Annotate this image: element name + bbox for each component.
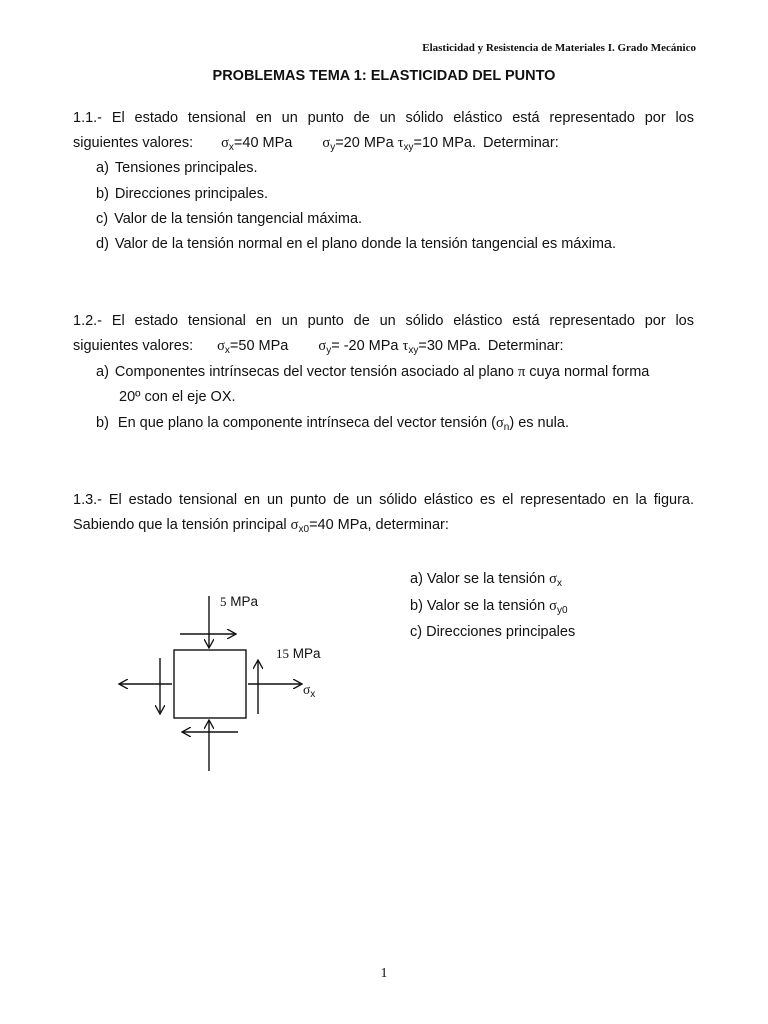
sigma-sub-x0: x0 (298, 524, 310, 535)
problem-1-3-item-c: c) Direcciones principales (410, 624, 576, 640)
values-intro: siguientes valores: (73, 135, 194, 151)
sigma-y-value: =20 MPa (335, 135, 394, 151)
problem-1-3-line-2: Sabiendo que la tensión principal $\sigma_{x0}=40$ MPa, determinar: (73, 517, 449, 535)
tau-xy-value: =10 MPa. (413, 135, 476, 151)
problem-1-1-line-1: 1.1.- El estado tensional en un punto de un sólido elástico está representado por los (73, 110, 694, 126)
sigma-symbol: σ (549, 571, 557, 587)
sigma-sub-x: x (224, 345, 230, 356)
tau-xy-value: =30 MPa. (418, 338, 481, 354)
problem-1-2-item-a-cont: 20º con el eje OX. (119, 389, 236, 405)
sigma-symbol: σ (495, 415, 504, 431)
problem-1-1-item-d: d) Valor de la tensión normal en el plano donde la tensión tangencial es máxima. (96, 236, 617, 252)
sigma-sub-n: n (503, 422, 510, 433)
problem-1-3-line-1: 1.3.- El estado tensional en un punto de un sólido elástico es el representado en la figura. (73, 492, 694, 508)
label-5-mpa: 5 MPa (220, 594, 259, 609)
tau-sub-xy: xy (408, 345, 419, 356)
label-15-mpa: 15 MPa (276, 646, 321, 661)
sigma-y-value: = -20 MPa (331, 338, 399, 354)
label-sigma-x: $\sigma_x$ (303, 682, 316, 700)
problem-1-1-item-a: a) Tensiones principales. (96, 160, 258, 176)
sigma-symbol: σ (290, 517, 299, 533)
sigma-symbol: σ (549, 598, 557, 614)
sigma-symbol: σ (221, 135, 229, 151)
running-header: Elasticidad y Resistencia de Materiales I. Grado Mecánico (422, 42, 696, 54)
problem-1-1-item-c: c) Valor de la tensión tangencial máxima. (96, 211, 363, 227)
page-number: 1 (380, 966, 388, 981)
tau-symbol: τ (397, 135, 404, 151)
sigma-x-value: =40 MPa (233, 135, 293, 151)
sigma-sub-x: x (228, 142, 234, 153)
problem-1-2-item-a: a) Componentes intrínsecas del vector tensión asociado al plano π cuya normal forma (96, 364, 650, 380)
sigma-sub-y: y (326, 345, 332, 356)
determinar-label: Determinar: (482, 135, 559, 151)
problem-1-3-item-b: b) Valor se la tensión $\sigma_{y0}$ (410, 598, 568, 616)
sigma-symbol: σ (322, 135, 331, 151)
sigma-symbol: σ (217, 338, 225, 354)
values-intro: siguientes valores: (73, 338, 194, 354)
page-title: PROBLEMAS TEMA 1: ELASTICIDAD DEL PUNTO (212, 68, 556, 84)
tau-sub-xy: xy (403, 142, 414, 153)
sigma-symbol: σ (318, 338, 327, 354)
determinar-label: Determinar: (487, 338, 564, 354)
problem-1-2-item-b: b) En que plano la componente intrínseca del vector tensión $(\sigma_n)$ es nula. (96, 415, 569, 433)
stress-element-square (174, 650, 246, 718)
sigma-x-value: =50 MPa (229, 338, 289, 354)
pi-symbol: π (517, 364, 526, 380)
sigma-sub-y: y (330, 142, 336, 153)
problem-1-1-item-b: b) Direcciones principales. (96, 186, 269, 202)
problem-1-3-item-a: a) Valor se la tensión $\sigma_x$ (410, 571, 562, 589)
tau-symbol: τ (402, 338, 409, 354)
problem-1-2-line-1: 1.2.- El estado tensional en un punto de un sólido elástico está representado por los (73, 313, 694, 329)
